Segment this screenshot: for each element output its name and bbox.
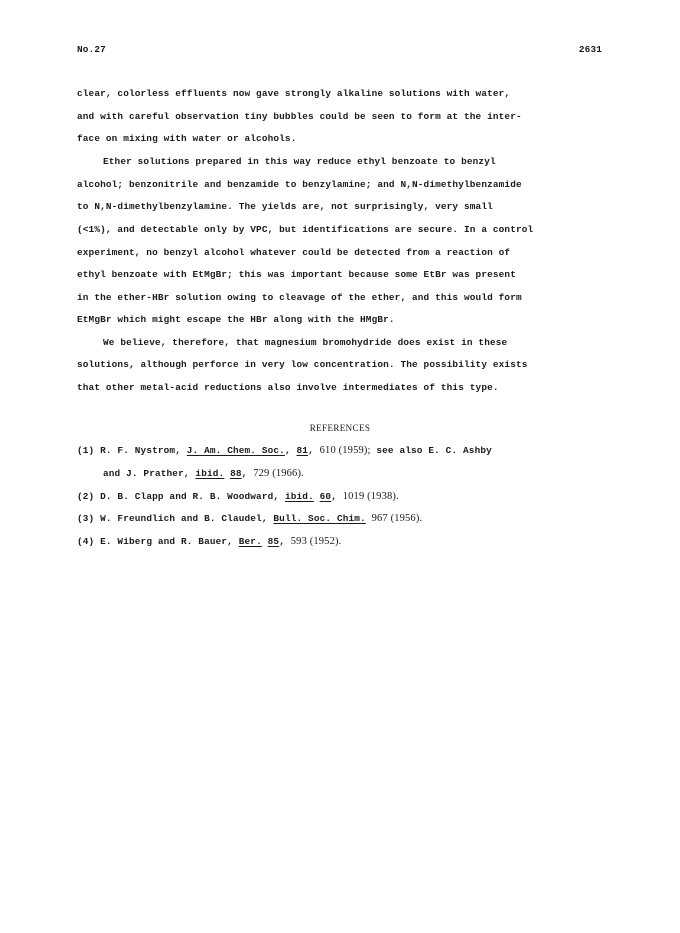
reference-item-continuation: and J. Prather, ibid. 88, 729 (1966). bbox=[103, 468, 304, 479]
body-line: solutions, although perforce in very low concentration. The possibility exists bbox=[77, 359, 528, 370]
body-line: face on mixing with water or alcohols. bbox=[77, 133, 297, 144]
references-heading: REFERENCES bbox=[309, 423, 371, 433]
body-line: that other metal-acid reductions also involve intermediates of this type. bbox=[77, 382, 499, 393]
body-line: in the ether-HBr solution owing to cleavage of the ether, and this would form bbox=[77, 292, 522, 303]
body-line: (<1%), and detectable only by VPC, but identifications are secure. In a control bbox=[77, 224, 534, 235]
body-line: EtMgBr which might escape the HBr along with the HMgBr. bbox=[77, 314, 395, 325]
journal-number: No.27 bbox=[77, 44, 106, 55]
reference-item: (2) D. B. Clapp and R. B. Woodward, ibid. 60, 1019 (1938). bbox=[77, 491, 399, 502]
reference-item: (1) R. F. Nystrom, J. Am. Chem. Soc., 81, 610 (1959); see also E. C. Ashby bbox=[77, 445, 492, 456]
reference-item: (4) E. Wiberg and R. Bauer, Ber. 85, 593 (1952). bbox=[77, 536, 342, 547]
page-number: 2631 bbox=[578, 44, 602, 55]
body-line: We believe, therefore, that magnesium bromohydride does exist in these bbox=[103, 337, 508, 348]
body-line: to N,N-dimethylbenzylamine. The yields are, not surprisingly, very small bbox=[77, 201, 493, 212]
reference-item: (3) W. Freundlich and B. Claudel, Bull. Soc. Chim. 967 (1956). bbox=[77, 513, 423, 524]
body-line: clear, colorless effluents now gave strongly alkaline solutions with water, bbox=[77, 88, 511, 99]
body-line: Ether solutions prepared in this way reduce ethyl benzoate to benzyl bbox=[103, 156, 496, 167]
body-line: experiment, no benzyl alcohol whatever could be detected from a reaction of bbox=[77, 247, 511, 258]
body-line: and with careful observation tiny bubbles could be seen to form at the inter- bbox=[77, 111, 522, 122]
body-line: ethyl benzoate with EtMgBr; this was important because some EtBr was present bbox=[77, 269, 516, 280]
body-line: alcohol; benzonitrile and benzamide to benzylamine; and N,N-dimethylbenzamide bbox=[77, 179, 522, 190]
